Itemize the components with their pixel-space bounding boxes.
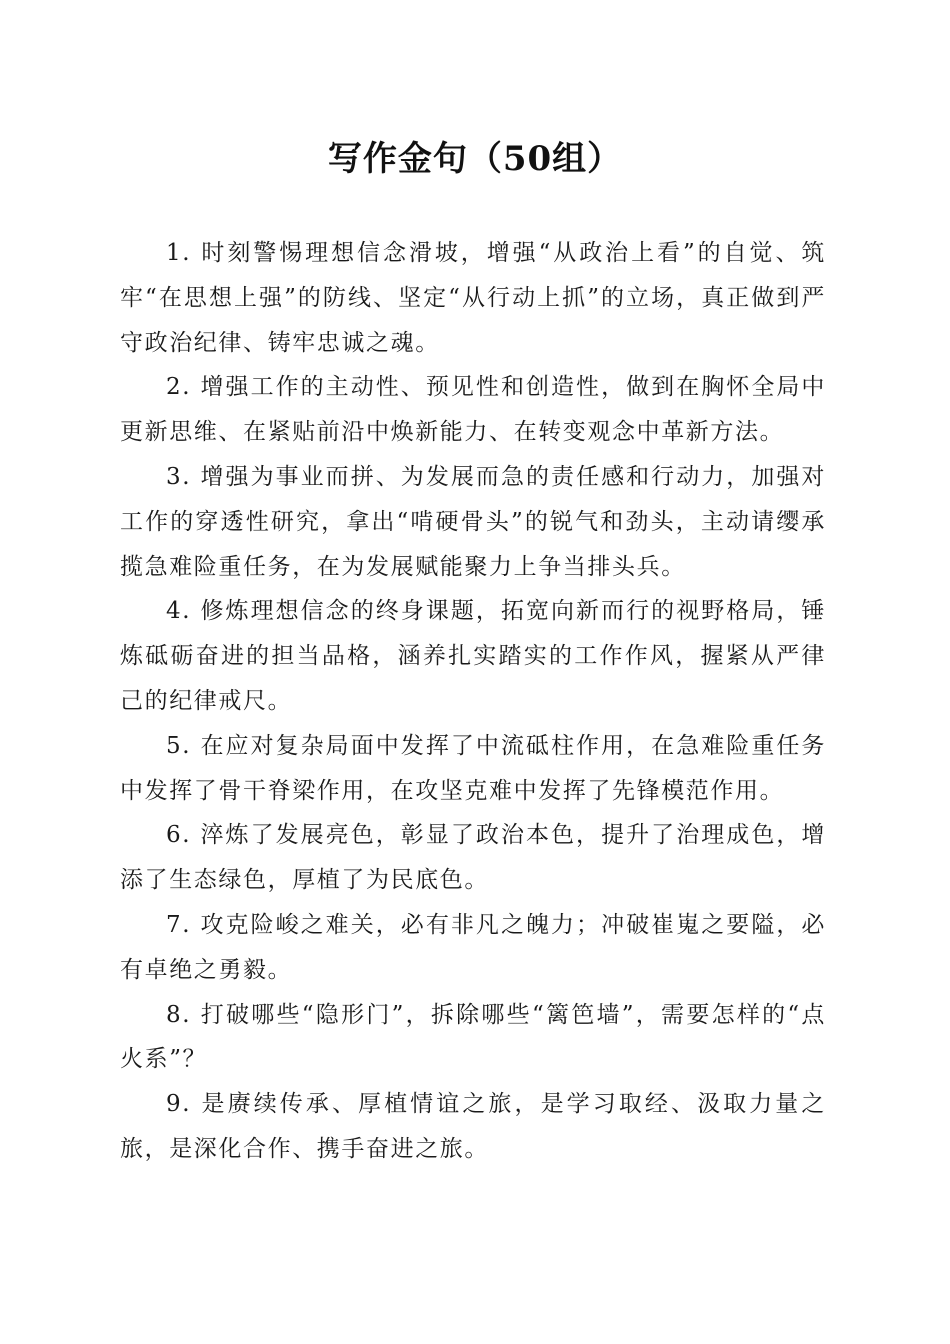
paragraph: 7. 攻克险峻之难关，必有非凡之魄力；冲破崔嵬之要隘，必有卓绝之勇毅。 (120, 911, 826, 983)
paragraph: 3. 增强为事业而拼、为发展而急的责任感和行动力，加强对工作的穿透性研究，拿出“啃硬骨头”的锐气和劲头，主动请缨承揽急难险重任务，在为发展赋能聚力上争当排头兵。 (120, 463, 826, 580)
document-body (120, 231, 826, 1172)
paragraph: 1. 时刻警惕理想信念滑坡，增强“从政治上看”的自觉、筑牢“在思想上强”的防线、坚定“从行动上抓”的立场，真正做到严守政治纪律、铸牢忠诚之魂。 (120, 240, 826, 356)
paragraph: 5. 在应对复杂局面中发挥了中流砥柱作用，在急难险重任务中发挥了骨干脊梁作用，在攻坚克难中发挥了先锋模范作用。 (120, 732, 826, 804)
paragraph: 9. 是赓续传承、厚植情谊之旅，是学习取经、汲取力量之旅，是深化合作、携手奋进之旅。 (120, 1091, 826, 1162)
paragraph: 6. 淬炼了发展亮色，彰显了政治本色，提升了治理成色，增添了生态绿色，厚植了为民底色。 (120, 822, 826, 894)
document-title: 写作金句（50组） (327, 139, 623, 179)
paragraph: 4. 修炼理想信念的终身课题，拓宽向新而行的视野格局，锤炼砥砺奋进的担当品格，涵养扎实踏实的工作作风，握紧从严律己的纪律戒尺。 (120, 598, 826, 714)
paragraph: 8. 打破哪些“隐形门”，拆除哪些“篱笆墙”，需要怎样的“点火系”？ (120, 1001, 826, 1073)
paragraph: 2. 增强工作的主动性、预见性和创造性，做到在胸怀全局中更新思维、在紧贴前沿中焕新能力、在转变观念中革新方法。 (120, 374, 826, 446)
